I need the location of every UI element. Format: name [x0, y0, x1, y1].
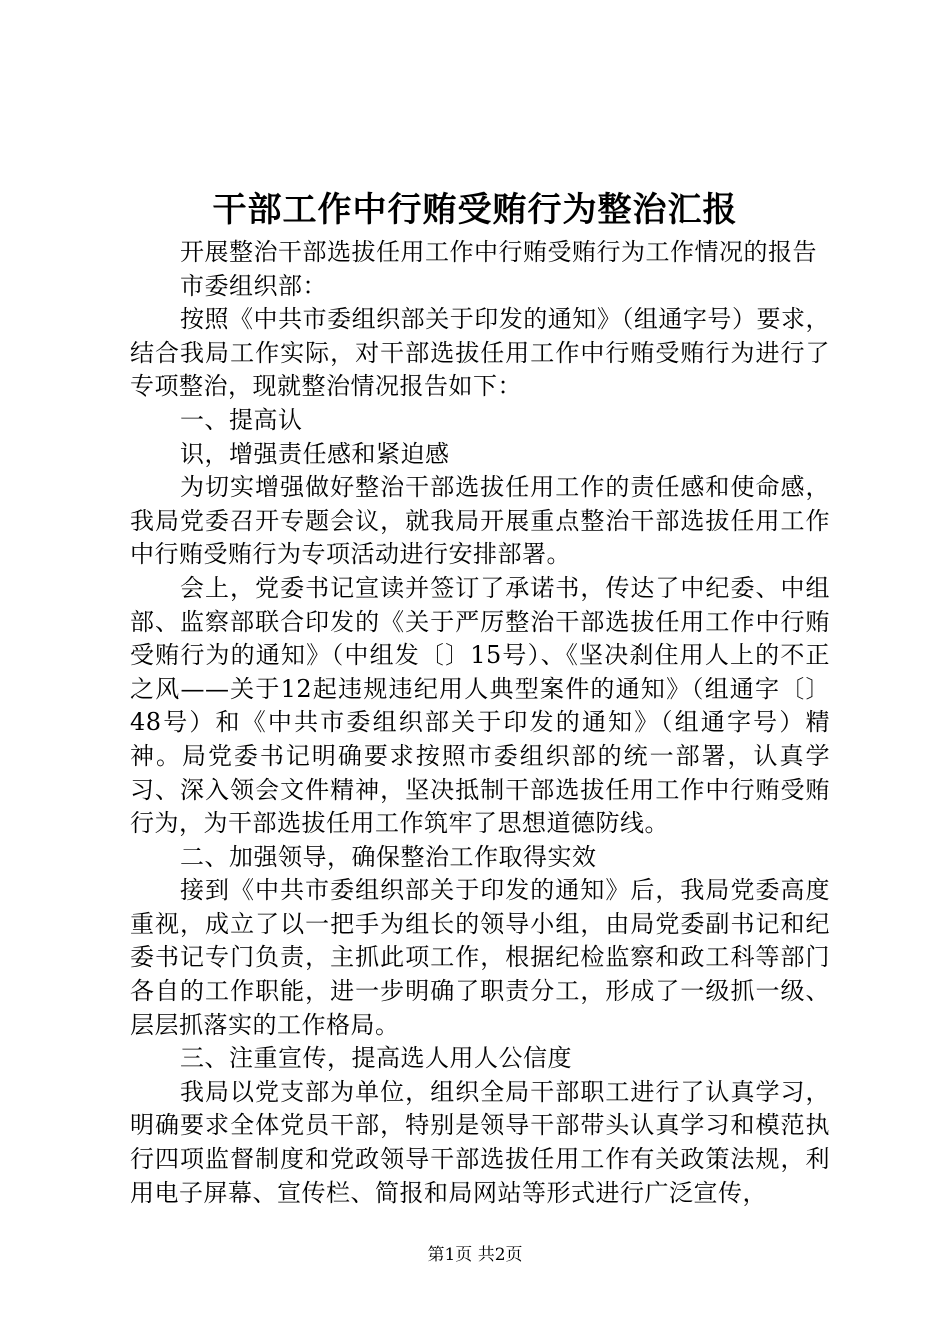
paragraph-intro: 按照《中共市委组织部关于印发的通知》（组通字号）要求，结合我局工作实际，对干部选拔任用工作中行贿受贿行为进行了专项整治，现就整治情况报告如下：: [130, 305, 830, 401]
paragraph-recipient: 市委组织部：: [180, 271, 327, 300]
document-title: 干部工作中行贿受贿行为整治汇报: [212, 190, 738, 230]
section-heading-1b: 识，增强责任感和紧迫感: [180, 439, 450, 468]
paragraph-report-heading: 开展整治干部选拔任用工作中行贿受贿行为工作情况的报告: [180, 238, 817, 266]
paragraph-section-1: 为切实增强做好整治干部选拔任用工作的责任感和使命感，我局党委召开专题会议，就我局开展重点整治干部选拔任用工作中行贿受贿行为专项活动进行安排部署。: [130, 473, 830, 569]
section-heading-2: 二、加强领导，确保整治工作取得实效: [180, 842, 597, 871]
paragraph-section-3: 我局以党支部为单位，组织全局干部职工进行了认真学习，明确要求全体党员干部，特别是领导干部带头认真学习和模范执行四项监督制度和党政领导干部选拔任用工作有关政策法规，利用电子屏幕、宣传栏、简报和局网站等形式进行广泛宣传，: [130, 1077, 830, 1207]
page-footer: 第1页 共2页: [427, 1245, 523, 1265]
document-body: [130, 236, 830, 1210]
paragraph-section-2: 接到《中共市委组织部关于印发的通知》后，我局党委高度重视，成立了以一把手为组长的领导小组，由局党委副书记和纪委书记专门负责，主抓此项工作，根据纪检监察和政工科等部门各自的工作职能，进一步明确了职责分工，形成了一级抓一级、层层抓落实的工作格局。: [130, 876, 830, 1039]
section-heading-3: 三、注重宣传，提高选人用人公信度: [180, 1044, 572, 1073]
paragraph-meeting: 会上，党委书记宣读并签订了承诺书，传达了中纪委、中组部、监察部联合印发的《关于严厉整治干部选拔任用工作中行贿受贿行为的通知》（中组发〔〕15号）、《坚决刹住用人上的不正之风——关于12起违规违纪用人典型案件的通知》（组通字〔〕48号）和《中共市委组织部关于印发的通知》（组通字号）精神。局党委书记明确要求按照市委组织部的统一部署，认真学习、深入领会文件精神，坚决抵制干部选拔任用工作中行贿受贿行为，为干部选拔任用工作筑牢了思想道德防线。: [130, 573, 830, 838]
section-heading-1a: 一、提高认: [180, 405, 303, 434]
